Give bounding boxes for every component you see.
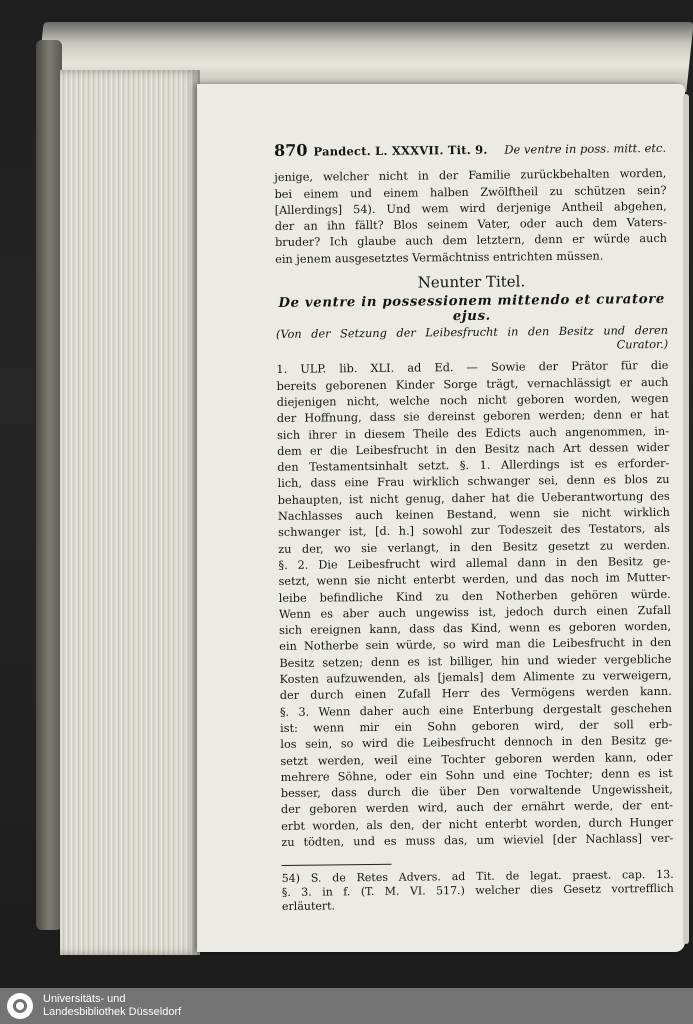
footnote-line: 54) S. de Retes Advers. ad Tit. de legat. praest. cap. 13. [281, 868, 674, 886]
german-subheading [276, 324, 668, 356]
text-line: Kosten aufzuwenden, als [jemals] dem Alimente zu verweigern, [279, 668, 672, 686]
text-line: zu der, wo sie verlangt, in den Besitz gesetzt zu werden. [278, 538, 671, 556]
footnote-line: erläutert. [281, 899, 336, 914]
text-line: setzt, wenn sie nicht enterbt werden, und das noch im Mutter- [278, 571, 671, 589]
text-line: diejenigen nicht, welche noch nicht geboren worden, wegen [276, 391, 669, 409]
text-line: setzt werden, weil eine Tochter geboren werden kann, oder [280, 750, 673, 768]
text-line: mehrere Söhne, oder ein Sohn und eine Tochter; denn es ist [280, 766, 673, 784]
library-footer [0, 988, 693, 1024]
library-name [43, 993, 181, 1019]
running-title: Pandect. L. XXXVII. Tit. 9. [313, 142, 488, 159]
latin-heading-1: De ventre in possessionem mittendo et curatore [278, 292, 665, 312]
latin-heading-2: ejus. [452, 309, 491, 325]
text-line: bereits geborenen Kinder Sorge trägt, vernachlässigt er auch [276, 375, 669, 393]
text-line: der geboren werden wird, auch der ernährt werde, der ent- [280, 799, 674, 817]
text-line: ein jenem ausgesetztes Vermächtniss entrichten müssen. [275, 249, 604, 266]
library-logo-icon [7, 993, 33, 1019]
text-line: ein Notherbe sein würde, so wird man die Leibesfrucht in den [279, 636, 672, 654]
text-line: sich ereignen kann, dass das Kind, wenn es geboren worden, [279, 619, 672, 638]
text-line: lich, dass eine Frau wirklich schwanger sei, denn es blos zu [277, 473, 670, 491]
text-line: ist: wenn mir ein Sohn geboren wird, der soll erb- [280, 717, 673, 735]
text-line: Wenn es aber auch ungewiss ist, jedoch durch einen Zufall [278, 603, 671, 621]
text-line: der Hoffnung, dass sie dereinst geboren werden; denn er hat [276, 408, 669, 426]
text-line: bruder? Ich glaube auch dem letztern, denn er würde auch [274, 232, 668, 250]
german-subheading-line: (Von der Setzung der Leibesfrucht in den Besitz und deren [275, 324, 669, 342]
text-line: leibe befindliche Kind zu den Notherben gehören würde. [278, 587, 671, 605]
text-line: erbt worden, als den, der nicht enterbt worden, durch Hunger [281, 815, 674, 833]
german-subheading-line: Curator.) [616, 338, 669, 352]
text-line: der an ihn fällt? Blos seinem Vater, oder auch dem Vaters- [274, 216, 667, 234]
footnote-line: §. 3. in f. (T. M. VI. 517.) welcher dies Gesetz vortrefflich [281, 882, 674, 900]
footnote [282, 868, 674, 914]
text-line: zu tödten, und es muss das, um wieviel [der Nachlass] ver- [281, 831, 674, 849]
library-name-line1: Universitäts- und [43, 993, 126, 1005]
page-text [274, 139, 674, 914]
text-line: bei einem und einem halben Zwölftheil zu schützen sein? [274, 183, 667, 201]
text-line: jenige, welcher nicht in der Familie zurückbehalten worden, [274, 167, 667, 185]
library-name-line2: Landesbibliothek Düsseldorf [43, 1006, 182, 1018]
text-line: §. 2. Die Leibesfrucht wird allemal dann in den Besitz ge- [278, 554, 671, 572]
text-line: schwanger ist, [d. h.] sowohl zur Todeszeit des Testators, als [278, 522, 671, 540]
running-subject: De ventre in poss. mitt. etc. [504, 140, 667, 157]
text-line: den Testamentsinhalt setzt. §. 1. Allerdings ist es erforder- [277, 457, 670, 475]
text-line: 1. ULP. lib. XLI. ad Ed. — Sowie der Prätor für die [276, 359, 669, 377]
body-paragraph [276, 358, 673, 851]
intro-paragraph [274, 166, 667, 268]
text-line: [Allerdings] 54). Und wem wird derjenige Antheil abgehen, [274, 199, 667, 217]
text-line: los sein, so wird die Leibesfrucht dennoch in den Besitz ge- [280, 734, 673, 752]
running-header [274, 139, 666, 160]
text-line: §. 3. Wenn daher auch eine Enterbung dergestalt geschehen [279, 701, 673, 719]
text-line: der durch einen Zufall Herr des Vermögens werden kann. [279, 685, 672, 703]
text-line: behaupten, ist nicht genug, daher hat die Ueberantwortung des [277, 489, 670, 507]
page-edges [60, 70, 200, 955]
text-line: besser, dass durch die über Den vorwaltende Ungewissheit, [280, 782, 673, 801]
text-line: Nachlasses auch keinen Bestand, wenn sie nicht wirklich [277, 505, 670, 524]
book-spine [36, 40, 62, 930]
chapter-title: Neunter Titel. [417, 272, 526, 292]
text-line: sich ihrer in diesem Theile des Edicts auch angenommen, in- [276, 424, 670, 442]
text-line: Besitz setzen; denn es ist billiger, hin und wieder vergebliche [279, 652, 672, 670]
text-line: dem er die Leibesfrucht in den Besitz nach Art dessen wider [277, 440, 670, 458]
page-number: 870 [273, 140, 308, 160]
footnote-rule [282, 864, 392, 866]
